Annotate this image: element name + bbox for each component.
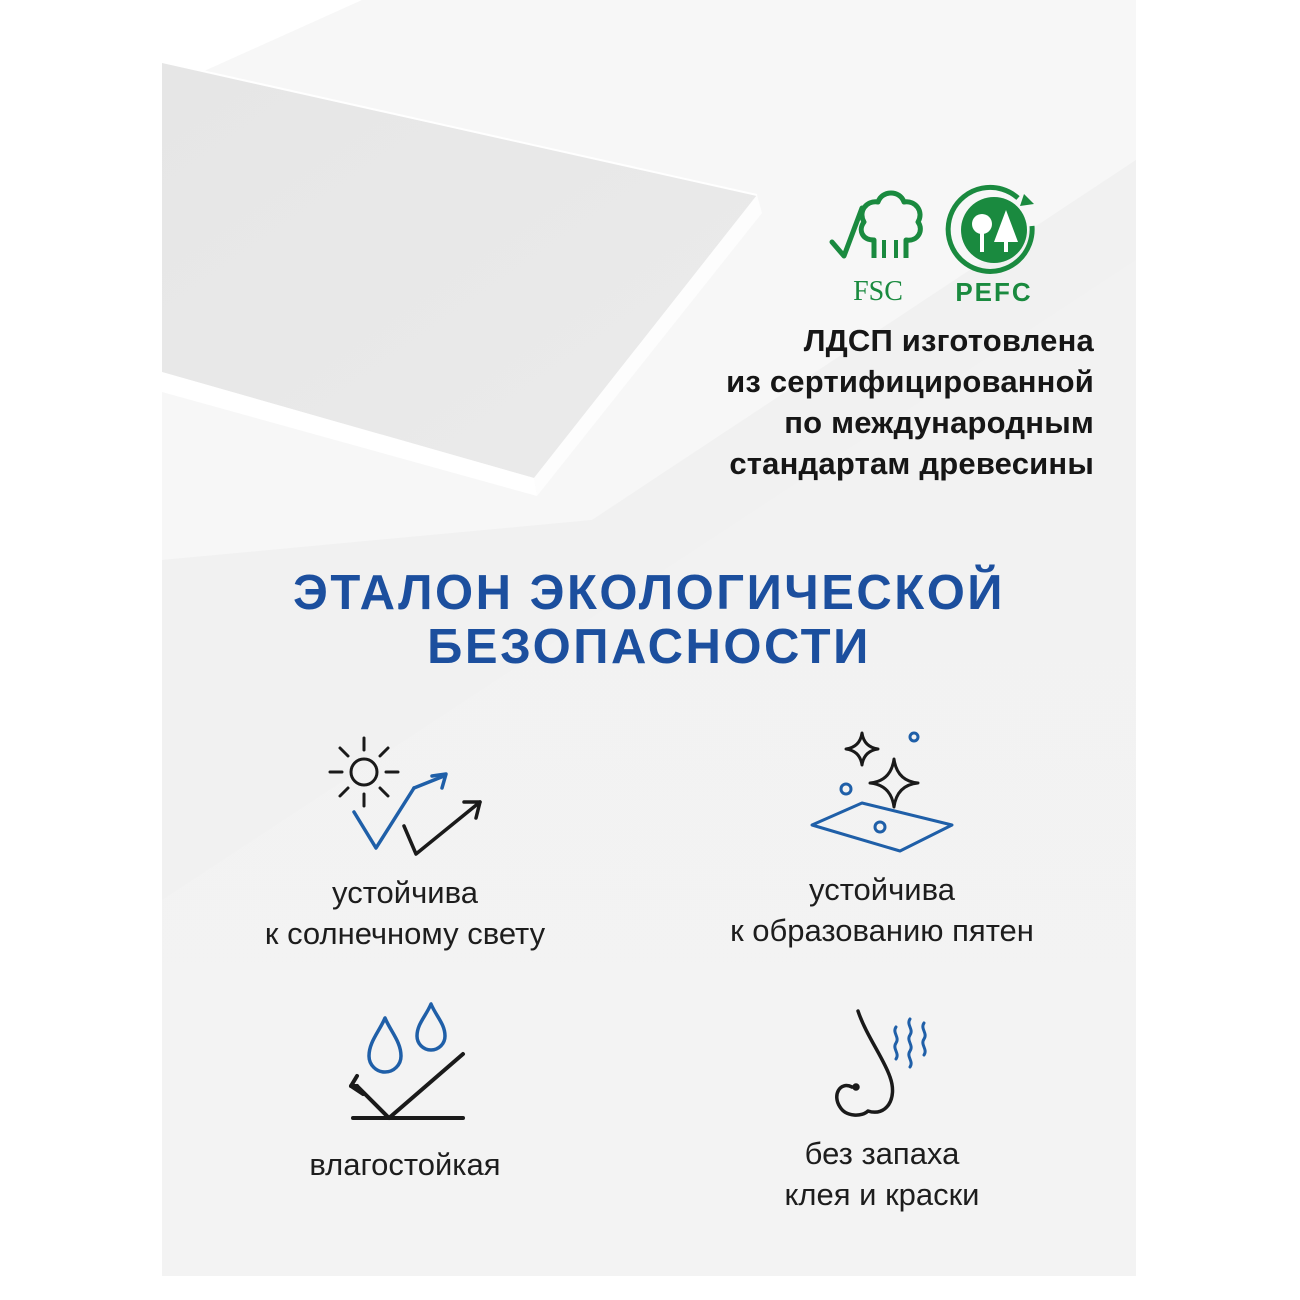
certification-description bbox=[726, 320, 1094, 484]
feature-label-line-1: устойчива bbox=[809, 872, 955, 907]
headline-line-1: ЭТАЛОН ЭКОЛОГИЧЕСКОЙ bbox=[292, 566, 1006, 620]
cert-text-line: по международным bbox=[784, 405, 1094, 440]
feature-label bbox=[682, 1133, 1082, 1215]
stain-resistant-icon bbox=[792, 725, 972, 857]
feature-moisture bbox=[222, 1000, 588, 1185]
feature-no-odor bbox=[682, 1005, 1082, 1215]
feature-label bbox=[682, 869, 1082, 951]
feature-label-line-2: к образованию пятен bbox=[730, 913, 1034, 948]
water-drops-icon bbox=[335, 1000, 475, 1132]
cert-text-line: из сертифицированной bbox=[726, 364, 1094, 399]
feature-label-line-1: устойчива bbox=[332, 875, 478, 910]
fsc-logo bbox=[832, 193, 920, 307]
svg-text:PEFC: PEFC bbox=[955, 277, 1033, 307]
pefc-logo bbox=[948, 187, 1034, 307]
sun-reflection-icon bbox=[320, 730, 490, 860]
feature-label bbox=[222, 1144, 588, 1185]
headline bbox=[162, 566, 1136, 674]
feature-label bbox=[222, 872, 588, 954]
cert-text-line: ЛДСП изготовлена bbox=[803, 323, 1094, 358]
feature-label-line-2: к солнечному свету bbox=[264, 916, 546, 951]
bottom-strip bbox=[162, 1276, 1136, 1300]
cert-text-line: стандартам древесины bbox=[729, 446, 1094, 481]
feature-label-line-2: клея и краски bbox=[784, 1177, 980, 1212]
nose-odor-icon bbox=[822, 1005, 942, 1121]
svg-text:FSC: FSC bbox=[853, 276, 903, 307]
product-card bbox=[162, 0, 1136, 1300]
certification-logos bbox=[822, 180, 1052, 310]
feature-label-line-1: влагостойкая bbox=[309, 1147, 501, 1182]
feature-sunlight bbox=[222, 730, 588, 954]
feature-stains bbox=[682, 725, 1082, 951]
headline-line-2: БЕЗОПАСНОСТИ bbox=[427, 620, 871, 674]
feature-label-line-1: без запаха bbox=[804, 1136, 960, 1171]
